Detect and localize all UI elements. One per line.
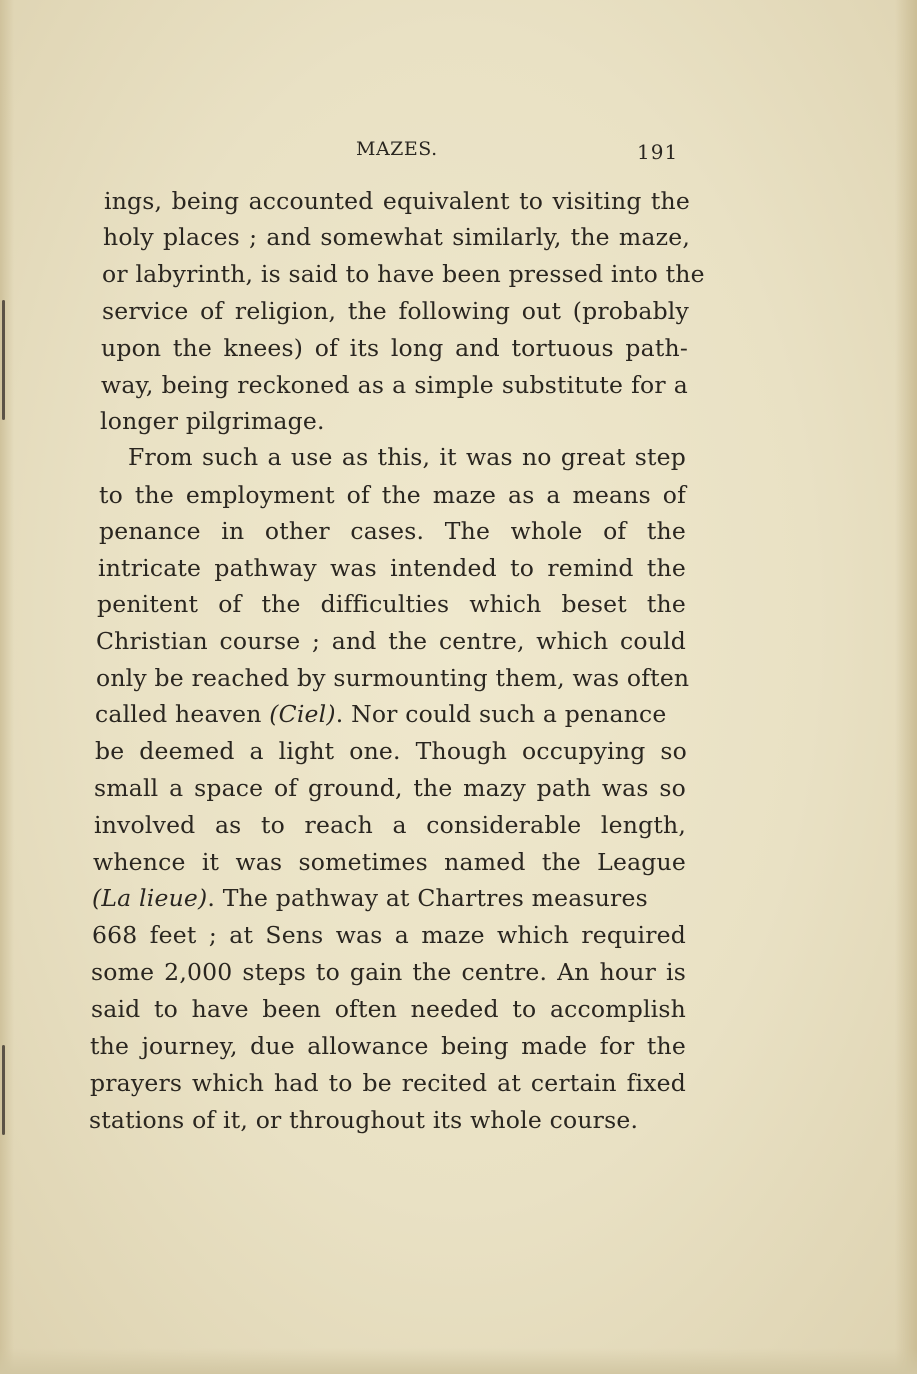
- text-span: . The pathway at Chartres measures: [207, 884, 648, 912]
- text-line: penitent of the difficulties which beset the: [97, 590, 686, 618]
- page-edge-shadow-left: [0, 0, 14, 1374]
- text-line: holy places ; and somewhat similarly, the maze,: [103, 223, 690, 251]
- running-title: MAZES.: [356, 138, 438, 160]
- running-head: [0, 138, 917, 168]
- text-line: upon the knees) of its long and tortuous path-: [101, 334, 688, 362]
- text-line: [92, 883, 686, 913]
- text-line: service of religion, the following out (probably: [102, 297, 689, 325]
- page-number: 191: [637, 140, 679, 164]
- text-line: longer pilgrimage.: [100, 407, 325, 435]
- text-line: small a space of ground, the mazy path was so: [94, 774, 686, 802]
- text-line: 668 feet ; at Sens was a maze which required: [92, 921, 686, 949]
- page-edge-shadow-bottom: [0, 1348, 917, 1374]
- text-line: stations of it, or throughout its whole course.: [89, 1106, 639, 1134]
- text-span: . Nor could such a penance: [335, 700, 667, 728]
- text-line: intricate pathway was intended to remind the: [98, 554, 686, 582]
- text-line: ings, being accounted equivalent to visiting the: [104, 187, 690, 215]
- binding-mark-upper: [2, 300, 5, 420]
- text-line: said to have been often needed to accomplish: [91, 995, 686, 1023]
- text-line: only be reached by surmounting them, was often: [96, 664, 690, 692]
- text-line: [95, 699, 687, 729]
- page-edge-shadow-right: [895, 0, 917, 1374]
- text-line: to the employment of the maze as a means of: [99, 481, 686, 509]
- text-line: involved as to reach a considerable length,: [94, 811, 686, 839]
- italic-term-la-lieue: (La lieue): [92, 884, 208, 912]
- text-line: penance in other cases. The whole of the: [99, 517, 686, 545]
- italic-term-ciel: (Ciel): [269, 700, 336, 728]
- text-line: prayers which had to be recited at certain fixed: [90, 1069, 686, 1097]
- text-line: way, being reckoned as a simple substitute for a: [101, 371, 688, 399]
- text-line: some 2,000 steps to gain the centre. An hour is: [91, 958, 686, 986]
- binding-mark-lower: [2, 1045, 5, 1135]
- text-line: From such a use as this, it was no great step: [128, 443, 686, 471]
- text-span: called heaven: [95, 700, 270, 728]
- text-line: whence it was sometimes named the League: [93, 848, 686, 876]
- text-line: Christian course ; and the centre, which could: [96, 627, 686, 655]
- text-line: or labyrinth, is said to have been pressed into the: [102, 260, 705, 288]
- text-line: the journey, due allowance being made for the: [90, 1032, 686, 1060]
- text-line: be deemed a light one. Though occupying so: [95, 737, 687, 765]
